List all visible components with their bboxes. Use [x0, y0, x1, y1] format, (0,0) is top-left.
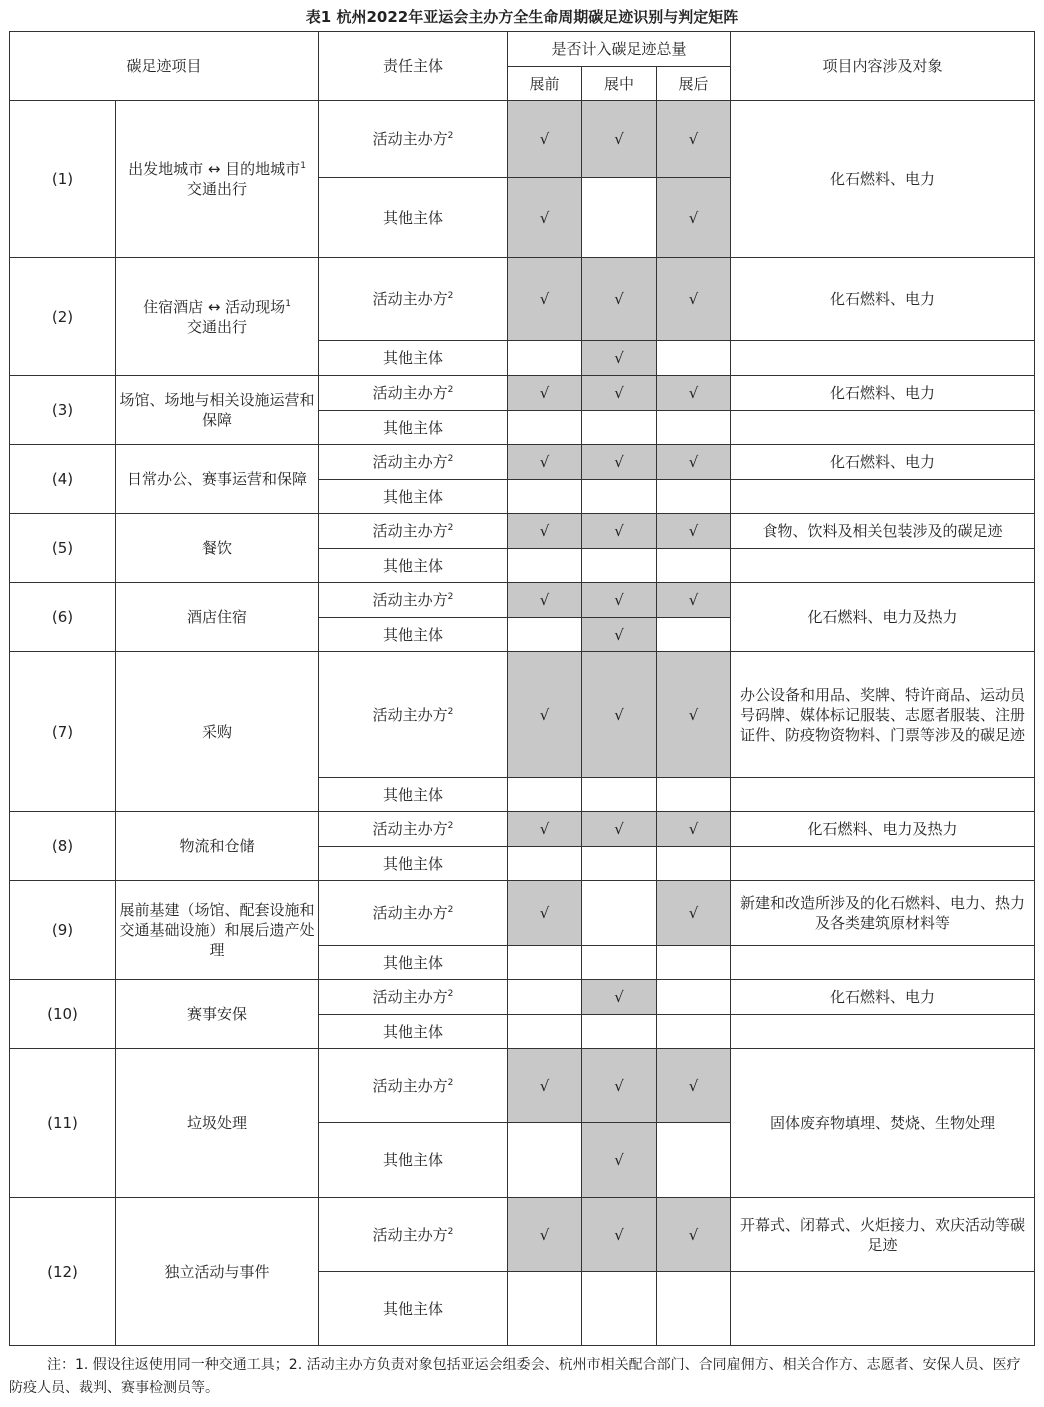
subject-other: 其他主体 — [319, 1123, 508, 1198]
check-pre: √ — [508, 376, 582, 411]
subject-host: 活动主办方$^2$ — [319, 652, 508, 778]
check-pre: √ — [508, 881, 582, 946]
header-pre: 展前 — [508, 67, 582, 101]
check-post: √ — [657, 258, 731, 341]
empty-cell — [582, 1272, 657, 1346]
table-row — [10, 881, 1035, 946]
subject-host: 活动主办方$^2$ — [319, 812, 508, 847]
subject-host: 活动主办方$^2$ — [319, 514, 508, 549]
check-during: √ — [582, 583, 657, 618]
empty-cell — [582, 411, 657, 445]
header-during: 展中 — [582, 67, 657, 101]
check-pre: √ — [508, 258, 582, 341]
check-post: √ — [657, 652, 731, 778]
empty-cell — [508, 778, 582, 812]
empty-cell — [508, 946, 582, 980]
subject-other: 其他主体 — [319, 1272, 508, 1346]
empty-cell — [582, 881, 657, 946]
subject-host: 活动主办方$^2$ — [319, 445, 508, 480]
empty-cell — [657, 778, 731, 812]
item-name: 展前基建（场馆、配套设施和交通基础设施）和展后遗产处理 — [116, 881, 319, 980]
check-post: √ — [657, 1049, 731, 1123]
header-included: 是否计入碳足迹总量 — [508, 32, 731, 67]
table-row — [10, 258, 1035, 341]
table-row — [10, 101, 1035, 178]
check-post: √ — [657, 514, 731, 549]
content-cell: 化石燃料、电力及热力 — [731, 812, 1035, 847]
item-name: 日常办公、赛事运营和保障 — [116, 445, 319, 514]
subject-other: 其他主体 — [319, 480, 508, 514]
check-during: √ — [582, 341, 657, 376]
check-post: √ — [657, 881, 731, 946]
empty-cell — [508, 1123, 582, 1198]
check-post: √ — [657, 583, 731, 618]
content-cell: 化石燃料、电力 — [731, 445, 1035, 480]
table-row — [10, 583, 1035, 618]
check-pre: √ — [508, 1049, 582, 1123]
check-pre: √ — [508, 652, 582, 778]
check-during: √ — [582, 445, 657, 480]
subject-other: 其他主体 — [319, 778, 508, 812]
row-number: (10) — [10, 980, 116, 1049]
item-name: 住宿酒店 ↔ 活动现场$^1$ 交通出行 — [116, 258, 319, 376]
subject-other: 其他主体 — [319, 618, 508, 652]
empty-cell — [657, 847, 731, 881]
table-row — [10, 376, 1035, 411]
table-row — [10, 1198, 1035, 1272]
check-during: √ — [582, 812, 657, 847]
check-during: √ — [582, 618, 657, 652]
item-name: 赛事安保 — [116, 980, 319, 1049]
check-during: √ — [582, 980, 657, 1015]
subject-other: 其他主体 — [319, 946, 508, 980]
empty-cell — [508, 847, 582, 881]
empty-cell — [657, 341, 731, 376]
table-row — [10, 514, 1035, 549]
empty-cell — [508, 549, 582, 583]
item-name: 出发地城市 ↔ 目的地城市$^1$ 交通出行 — [116, 101, 319, 258]
check-during: √ — [582, 1123, 657, 1198]
empty-cell — [731, 946, 1035, 980]
subject-host: 活动主办方$^2$ — [319, 101, 508, 178]
check-post: √ — [657, 178, 731, 258]
check-during: √ — [582, 652, 657, 778]
content-cell: 化石燃料、电力 — [731, 980, 1035, 1015]
empty-cell — [657, 946, 731, 980]
header-subject: 责任主体 — [319, 32, 508, 101]
table-row — [10, 445, 1035, 480]
empty-cell — [508, 341, 582, 376]
content-cell: 化石燃料、电力及热力 — [731, 583, 1035, 652]
subject-host: 活动主办方$^2$ — [319, 1049, 508, 1123]
table-row — [10, 812, 1035, 847]
empty-cell — [657, 1123, 731, 1198]
item-name: 餐饮 — [116, 514, 319, 583]
subject-other: 其他主体 — [319, 847, 508, 881]
empty-cell — [657, 618, 731, 652]
item-name: 采购 — [116, 652, 319, 812]
table-row — [10, 652, 1035, 778]
check-during: √ — [582, 101, 657, 178]
content-cell: 固体废弃物填埋、焚烧、生物处理 — [731, 1049, 1035, 1198]
content-cell: 食物、饮料及相关包装涉及的碳足迹 — [731, 514, 1035, 549]
check-during: √ — [582, 258, 657, 341]
empty-cell — [731, 411, 1035, 445]
empty-cell — [657, 1272, 731, 1346]
check-during: √ — [582, 514, 657, 549]
empty-cell — [657, 411, 731, 445]
content-cell: 新建和改造所涉及的化石燃料、电力、热力及各类建筑原材料等 — [731, 881, 1035, 946]
row-number: (9) — [10, 881, 116, 980]
row-number: (5) — [10, 514, 116, 583]
header-post: 展后 — [657, 67, 731, 101]
check-post: √ — [657, 445, 731, 480]
item-name: 物流和仓储 — [116, 812, 319, 881]
check-pre: √ — [508, 1198, 582, 1272]
empty-cell — [731, 1272, 1035, 1346]
empty-cell — [731, 480, 1035, 514]
empty-cell — [508, 480, 582, 514]
item-name: 场馆、场地与相关设施运营和保障 — [116, 376, 319, 445]
empty-cell — [657, 980, 731, 1015]
empty-cell — [582, 778, 657, 812]
content-cell: 化石燃料、电力 — [731, 376, 1035, 411]
check-pre: √ — [508, 583, 582, 618]
subject-host: 活动主办方$^2$ — [319, 376, 508, 411]
check-during: √ — [582, 1049, 657, 1123]
table-caption: 表1 杭州2022年亚运会主办方全生命周期碳足迹识别与判定矩阵 — [305, 8, 739, 26]
content-cell: 化石燃料、电力 — [731, 101, 1035, 258]
empty-cell — [582, 847, 657, 881]
subject-other: 其他主体 — [319, 1015, 508, 1049]
row-number: (6) — [10, 583, 116, 652]
check-post: √ — [657, 376, 731, 411]
header-content: 项目内容涉及对象 — [731, 32, 1035, 101]
content-cell: 开幕式、闭幕式、火炬接力、欢庆活动等碳足迹 — [731, 1198, 1035, 1272]
item-name: 独立活动与事件 — [116, 1198, 319, 1346]
empty-cell — [508, 618, 582, 652]
check-post: √ — [657, 1198, 731, 1272]
row-number: (12) — [10, 1198, 116, 1346]
empty-cell — [508, 411, 582, 445]
check-post: √ — [657, 101, 731, 178]
subject-host: 活动主办方$^2$ — [319, 980, 508, 1015]
content-cell: 办公设备和用品、奖牌、特许商品、运动员号码牌、媒体标记服装、志愿者服装、注册证件、防疫物资物料、门票等涉及的碳足迹 — [731, 652, 1035, 778]
empty-cell — [731, 847, 1035, 881]
table-footnote: 注：1. 假设往返使用同一种交通工具；2. 活动主办方负责对象包括亚运会组委会、杭州市相关配合部门、合同雇佣方、相关合作方、志愿者、安保人员、医疗防疫人员、裁判、赛事检测员等。 — [9, 1357, 1021, 1396]
empty-cell — [731, 1015, 1035, 1049]
table-row — [10, 1049, 1035, 1123]
check-pre: √ — [508, 178, 582, 258]
empty-cell — [508, 1015, 582, 1049]
subject-other: 其他主体 — [319, 341, 508, 376]
check-pre: √ — [508, 101, 582, 178]
empty-cell — [731, 778, 1035, 812]
empty-cell — [582, 1015, 657, 1049]
check-pre: √ — [508, 445, 582, 480]
empty-cell — [657, 549, 731, 583]
subject-other: 其他主体 — [319, 178, 508, 258]
subject-other: 其他主体 — [319, 549, 508, 583]
row-number: (1) — [10, 101, 116, 258]
empty-cell — [582, 178, 657, 258]
carbon-footprint-matrix — [9, 31, 1035, 1346]
empty-cell — [657, 1015, 731, 1049]
check-pre: √ — [508, 812, 582, 847]
header-item: 碳足迹项目 — [10, 32, 319, 101]
row-number: (8) — [10, 812, 116, 881]
row-number: (11) — [10, 1049, 116, 1198]
check-pre: √ — [508, 514, 582, 549]
empty-cell — [582, 946, 657, 980]
row-number: (7) — [10, 652, 116, 812]
row-number: (2) — [10, 258, 116, 376]
table-row — [10, 980, 1035, 1015]
item-name: 垃圾处理 — [116, 1049, 319, 1198]
item-name: 酒店住宿 — [116, 583, 319, 652]
subject-other: 其他主体 — [319, 411, 508, 445]
empty-cell — [731, 549, 1035, 583]
empty-cell — [582, 549, 657, 583]
empty-cell — [508, 1272, 582, 1346]
content-cell: 化石燃料、电力 — [731, 258, 1035, 341]
empty-cell — [657, 480, 731, 514]
subject-host: 活动主办方$^2$ — [319, 1198, 508, 1272]
check-post: √ — [657, 812, 731, 847]
empty-cell — [508, 980, 582, 1015]
row-number: (4) — [10, 445, 116, 514]
check-during: √ — [582, 1198, 657, 1272]
empty-cell — [731, 341, 1035, 376]
check-during: √ — [582, 376, 657, 411]
subject-host: 活动主办方$^2$ — [319, 583, 508, 618]
row-number: (3) — [10, 376, 116, 445]
subject-host: 活动主办方$^2$ — [319, 258, 508, 341]
subject-host: 活动主办方$^2$ — [319, 881, 508, 946]
empty-cell — [582, 480, 657, 514]
